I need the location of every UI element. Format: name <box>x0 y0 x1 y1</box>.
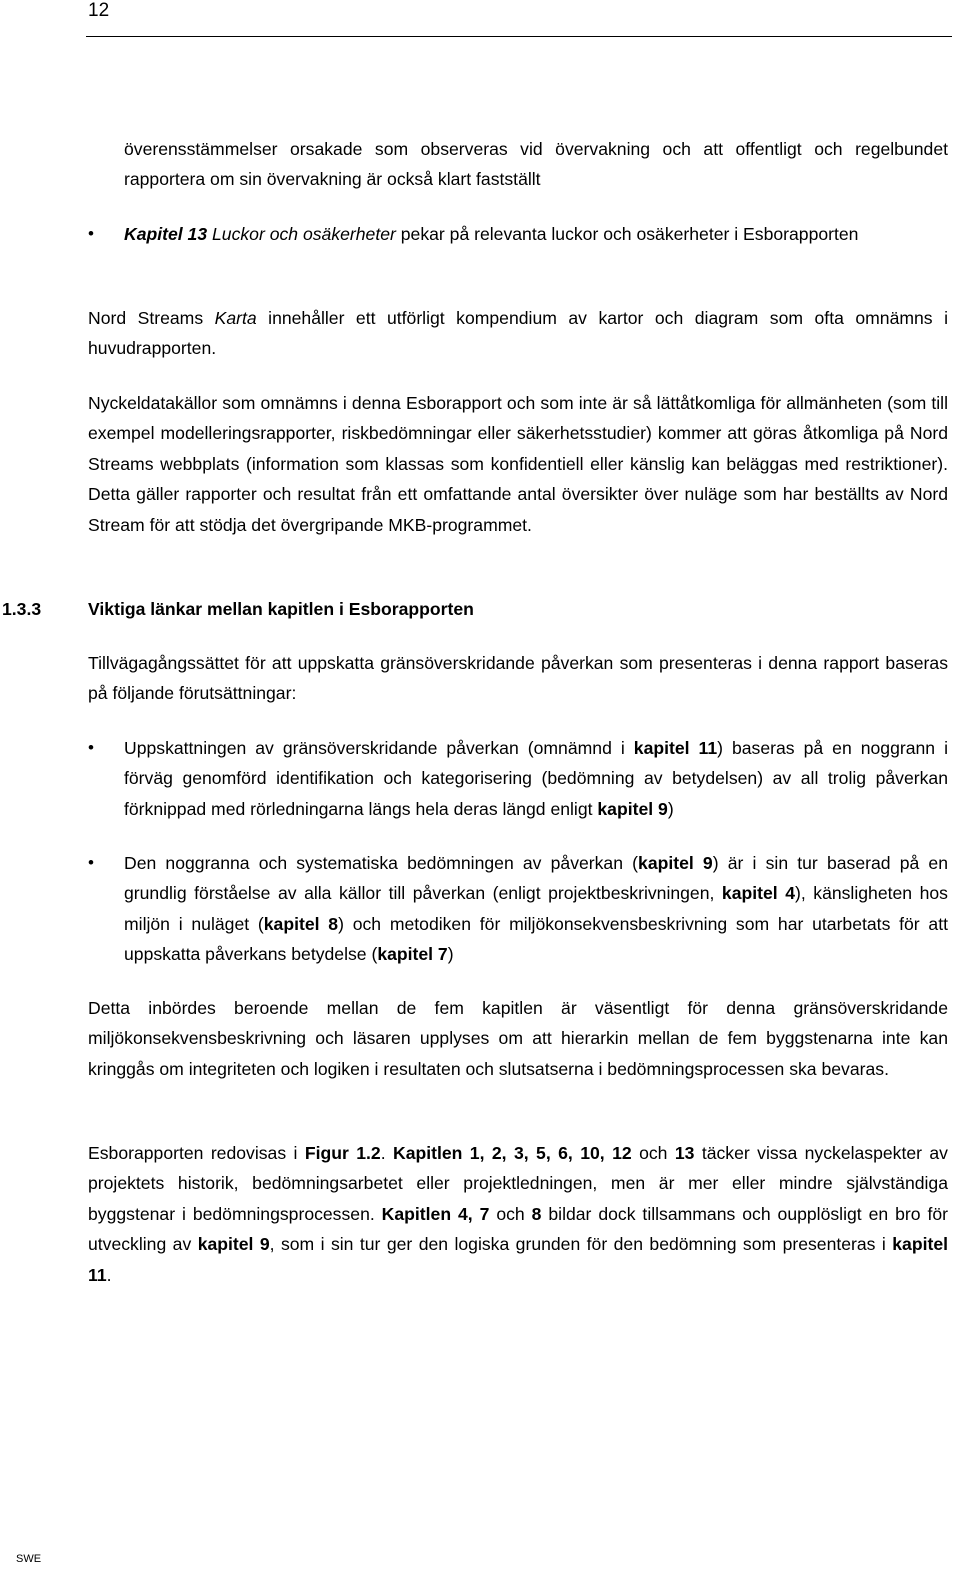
text-run: ) baseras på en noggrann i förväg genomförd identifikation och kategorisering (bedömning av betydelsen) av all trolig påverkan förknippad med rörledningarna längs hela deras längd enligt <box>124 738 948 819</box>
text-run: bildar dock tillsammans och oupplösligt en bro för utveckling av <box>88 1203 948 1255</box>
text-run: täcker vissa nyckelaspekter av projektets historik, bedömningsarbetet eller projektledningen, men är mer eller mindre självständiga byggstenar i bedömningsprocessen. <box>88 1143 948 1224</box>
text-run: och <box>489 1203 532 1224</box>
text-run: ) <box>447 944 454 965</box>
text-run: , som i sin tur ger den logiska grunden för den bedömning som presenteras i <box>269 1234 893 1255</box>
text-run: ) är i sin tur baserad på en grundlig förståelse av alla källor till påverkan (enligt projektbeskrivningen, <box>124 853 948 904</box>
text-run: överensstämmelser orsakade som observeras vid övervakning och att offentligt och regelbundet rapportera om sin övervakning är också klart fastställt <box>124 139 948 190</box>
text-run: Figur 1.2 <box>304 1143 381 1163</box>
header-rule <box>86 36 952 37</box>
bullet-item-kapitel-13 <box>124 219 948 249</box>
text-run: Detta inbördes beroende mellan de fem kapitlen är väsentligt för denna gränsöverskridande miljökonsekvensbeskrivning och läsaren upplyses om att hierarkin mellan de fem byggstenarna inte kan kringgås om integriteten och logiken i resultaten och slutsatserna i bedömningsprocessen ska bevaras. <box>88 998 948 1079</box>
text-run: Nord Streams <box>88 308 215 328</box>
text-run: och <box>631 1143 675 1163</box>
text-run: Kapitlen 1, 2, 3, 5, 6, 10, 12 <box>393 1143 632 1163</box>
text-run: Nyckeldatakällor som omnämns i denna Esborapport och som inte är så lättåtkomliga för allmänheten (som till exempel modelleringsrapporter, riskbedömningar eller säkerhetsstudier) kommer att göras åtkomliga på Nord Streams webbplats (information som klassas som konfidentiell eller känslig kan beläggas med restriktioner). Detta gäller rapporter och resultat från ett omfattande antal översikter över nuläge som har beställts av Nord Stream för att stödja det övergripande MKB-programmet. <box>88 393 948 535</box>
page-number: 12 <box>88 0 110 21</box>
text-run: . <box>380 1143 393 1163</box>
bullet-glyph: • <box>88 224 94 243</box>
bullet-glyph: • <box>88 738 94 757</box>
text-run: kapitel 11 <box>88 1234 948 1285</box>
text-run: kapitel 4 <box>721 883 795 904</box>
text-run: Uppskattningen av gränsöverskridande påverkan (omnämnd i <box>124 738 634 758</box>
text-run: Tillvägagångssättet för att uppskatta gränsöverskridande påverkan som presenteras i denna rapport baseras på följande förutsättningar: <box>88 653 948 704</box>
paragraph-continuation <box>124 134 948 195</box>
text-run: 8 <box>531 1203 542 1224</box>
text-run: kapitel 9 <box>638 853 713 873</box>
paragraph-nyckeldatakallor <box>88 388 948 540</box>
paragraph-karta <box>88 303 948 364</box>
text-run: kapitel 9 <box>197 1234 270 1255</box>
bullet-item-uppskattningen <box>124 733 948 824</box>
text-run: 13 <box>674 1143 695 1163</box>
text-run: Den noggranna och systematiska bedömningen av påverkan ( <box>124 853 639 873</box>
text-run: . <box>106 1264 112 1285</box>
text-run: Karta <box>214 308 257 328</box>
text-run: Kapitlen 4, 7 <box>381 1203 490 1224</box>
text-run: pekar på relevanta luckor och osäkerheter i Esborapporten <box>395 224 859 244</box>
text-run: kapitel 7 <box>377 944 448 965</box>
text-run: kapitel 11 <box>633 738 718 758</box>
text-run: kapitel 8 <box>263 913 339 934</box>
bullet-glyph: • <box>88 853 94 872</box>
paragraph-esborapporten-redovisas <box>88 1138 948 1290</box>
text-run: ) <box>667 798 674 819</box>
text-run: ), känsligheten hos miljön i nuläget ( <box>124 883 948 934</box>
section-number: 1.3.3 <box>2 599 42 619</box>
paragraph-tillvagagangssattet <box>88 648 948 709</box>
text-run: Esborapporten redovisas i <box>88 1143 305 1163</box>
section-title: Viktiga länkar mellan kapitlen i Esborapporten <box>88 599 474 619</box>
text-run: Luckor och osäkerheter <box>212 224 396 244</box>
text-run: ) och metodiken för miljökonsekvensbeskrivning som har utarbetats för att uppskatta påverkans betydelse ( <box>124 913 948 965</box>
text-run: innehåller ett utförligt kompendium av kartor och diagram som ofta omnämns i huvudrapporten. <box>88 308 948 359</box>
paragraph-inbordes-beroende <box>88 993 948 1084</box>
text-run: Kapitel 13 <box>124 224 208 244</box>
footer-language-code: SWE <box>16 1553 42 1565</box>
bullet-item-bedomningen <box>124 848 948 970</box>
text-run: kapitel 9 <box>597 798 668 819</box>
